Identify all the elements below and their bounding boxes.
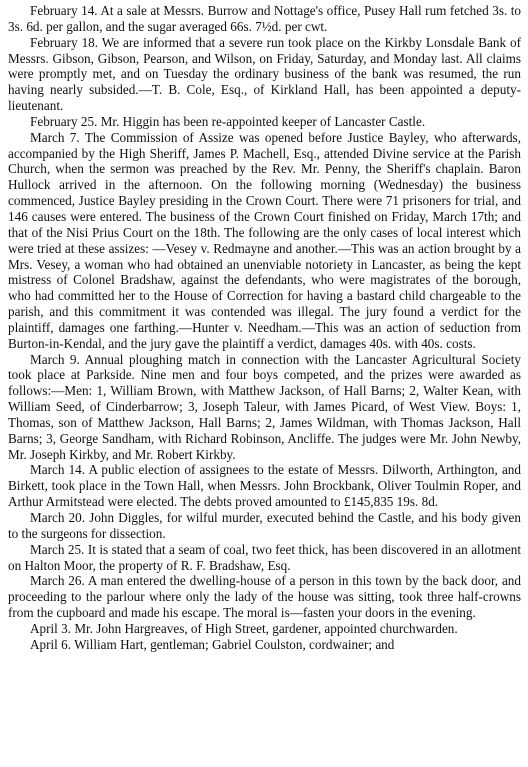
entry-april-6 — [8, 637, 521, 653]
entry-text: We are informed that a severe run took place on the Kirkby Lonsdale Bank of Messrs. Gibson, Gibson, Pearson, and Wilson, on Friday, Saturday, and Monday last. All claims were promptly met, and on Tuesday the ordinary business of the bank was resumed, the run having nearly subsided.—T. B. Cole, Esq., of Kirkland Hall, has been appointed a deputy-lieutenant. — [8, 34, 521, 114]
entry-text: A public election of assignees to the estate of Messrs. Dilworth, Arthington, and Birkett, took place in the Town Hall, when Messrs. John Brockbank, Oliver Toulmin Roper, and Arthur Armitstead were elected. The debts proved amounted to £145,835 19s. 8d. — [8, 462, 521, 510]
entry-date: April 6. — [30, 636, 72, 652]
entry-text: Mr. John Hargreaves, of High Street, gardener, appointed churchwarden. — [74, 620, 458, 636]
entry-march-25 — [8, 542, 521, 574]
entry-date: March 26. — [30, 573, 85, 589]
entry-date: March 20. — [30, 510, 86, 525]
entry-text: At a sale at Messrs. Burrow and Nottage's office, Pusey Hall rum fetched 3s. to 3s. 6d. per gallon, and the sugar averaged 66s. 7½d. per cwt. — [8, 3, 521, 34]
entry-march-9 — [8, 352, 521, 463]
entry-date: March 7. — [30, 129, 80, 145]
entry-march-26 — [8, 573, 521, 621]
entry-april-3 — [8, 621, 521, 637]
entry-date: April 3. — [30, 620, 72, 636]
entry-text: It is stated that a seam of coal, two feet thick, has been discovered in an allotment on Halton Moor, the property of R. F. Bradshaw, Esq. — [8, 541, 522, 573]
entry-date: March 14. — [30, 462, 86, 478]
entry-date: March 9. — [30, 351, 80, 367]
entry-february-25 — [8, 114, 521, 130]
entry-date: February 25. — [30, 113, 98, 129]
entry-february-14 — [8, 3, 521, 35]
entry-date: March 25. — [30, 541, 85, 557]
entry-date: February 18. — [30, 34, 99, 50]
entry-february-18 — [8, 35, 521, 114]
entry-march-7 — [8, 130, 521, 352]
entry-march-20 — [8, 510, 521, 542]
entry-text: A man entered the dwelling-house of a person in this town by the back door, and proceeding to the parlour where only the lady of the house was sitting, took three half-crowns from the cupboard and made his escape. The moral is—fasten your doors in the evening. — [8, 573, 521, 621]
entry-date: February 14. — [30, 3, 98, 18]
entry-march-14 — [8, 462, 521, 510]
entry-text: Mr. Higgin has been re-appointed keeper of Lancaster Castle. — [100, 113, 426, 129]
entry-text: John Diggles, for wilful murder, executed behind the Castle, and his body given to the surgeons for dissection. — [8, 510, 522, 541]
entry-text: The Commission of Assize was opened before Justice Bayley, who afterwards, accompanied by the High Sheriff, James P. Machell, Esq., attended Divine service at the Parish Church, when the sermon was preached by the Rev. Mr. Penny, the Sheriff's chaplain. Baron Hullock arrived in the afternoon. On the following morning (Wednesday) the business commenced, Justice Bayley presiding in the Crown Court. There were 71 prisoners for trial, and 146 causes were entered. The business of the Crown Court finished on Friday, March 17th; and that of the Nisi Prius Court on the 18th. The following are the only cases of local interest which were tried at these assizes: —Vesey v. Redmayne and another.—This was an action brought by a Mrs. Vesey, a woman who had obtained an unenviable notoriety in Lancaster, as being the kept mistress of Colonel Bradshaw, against the defendants, who were magistrates of the borough, who had committed her to the House of Correction for having a bastard child chargeable to the parish, and this commitment it was contended was illegal. The jury found a verdict for the plaintiff, damages one farthing.—Hunter v. Needham.—This was an action of seduction from Burton-in-Kendal, and the jury gave the plaintiff a verdict, damages 40s. with 40s. costs. — [8, 129, 521, 351]
entry-text: Annual ploughing match in connection with the Lancaster Agricultural Society took place at Parkside. Nine men and four boys competed, and the prizes were awarded as follows:—Men: 1, William Brown, with Matthew Jackson, of Hall Barns; 2, Walter Kean, with William Seed, of Cinderbarrow; 3, Joseph Taleur, with James Picard, of West View. Boys: 1, Thomas, son of Matthew Jackson, Hall Barns; 2, James Wildman, with Thomas Jackson, Hall Barns; 3, George Sandham, with Richard Robinson, Ancliffe. The judges were Mr. John Newby, Mr. Joseph Kirkby, and Mr. Robert Kirkby. — [8, 351, 521, 462]
entry-text: William Hart, gentleman; Gabriel Coulston, cordwainer; and — [74, 636, 395, 652]
